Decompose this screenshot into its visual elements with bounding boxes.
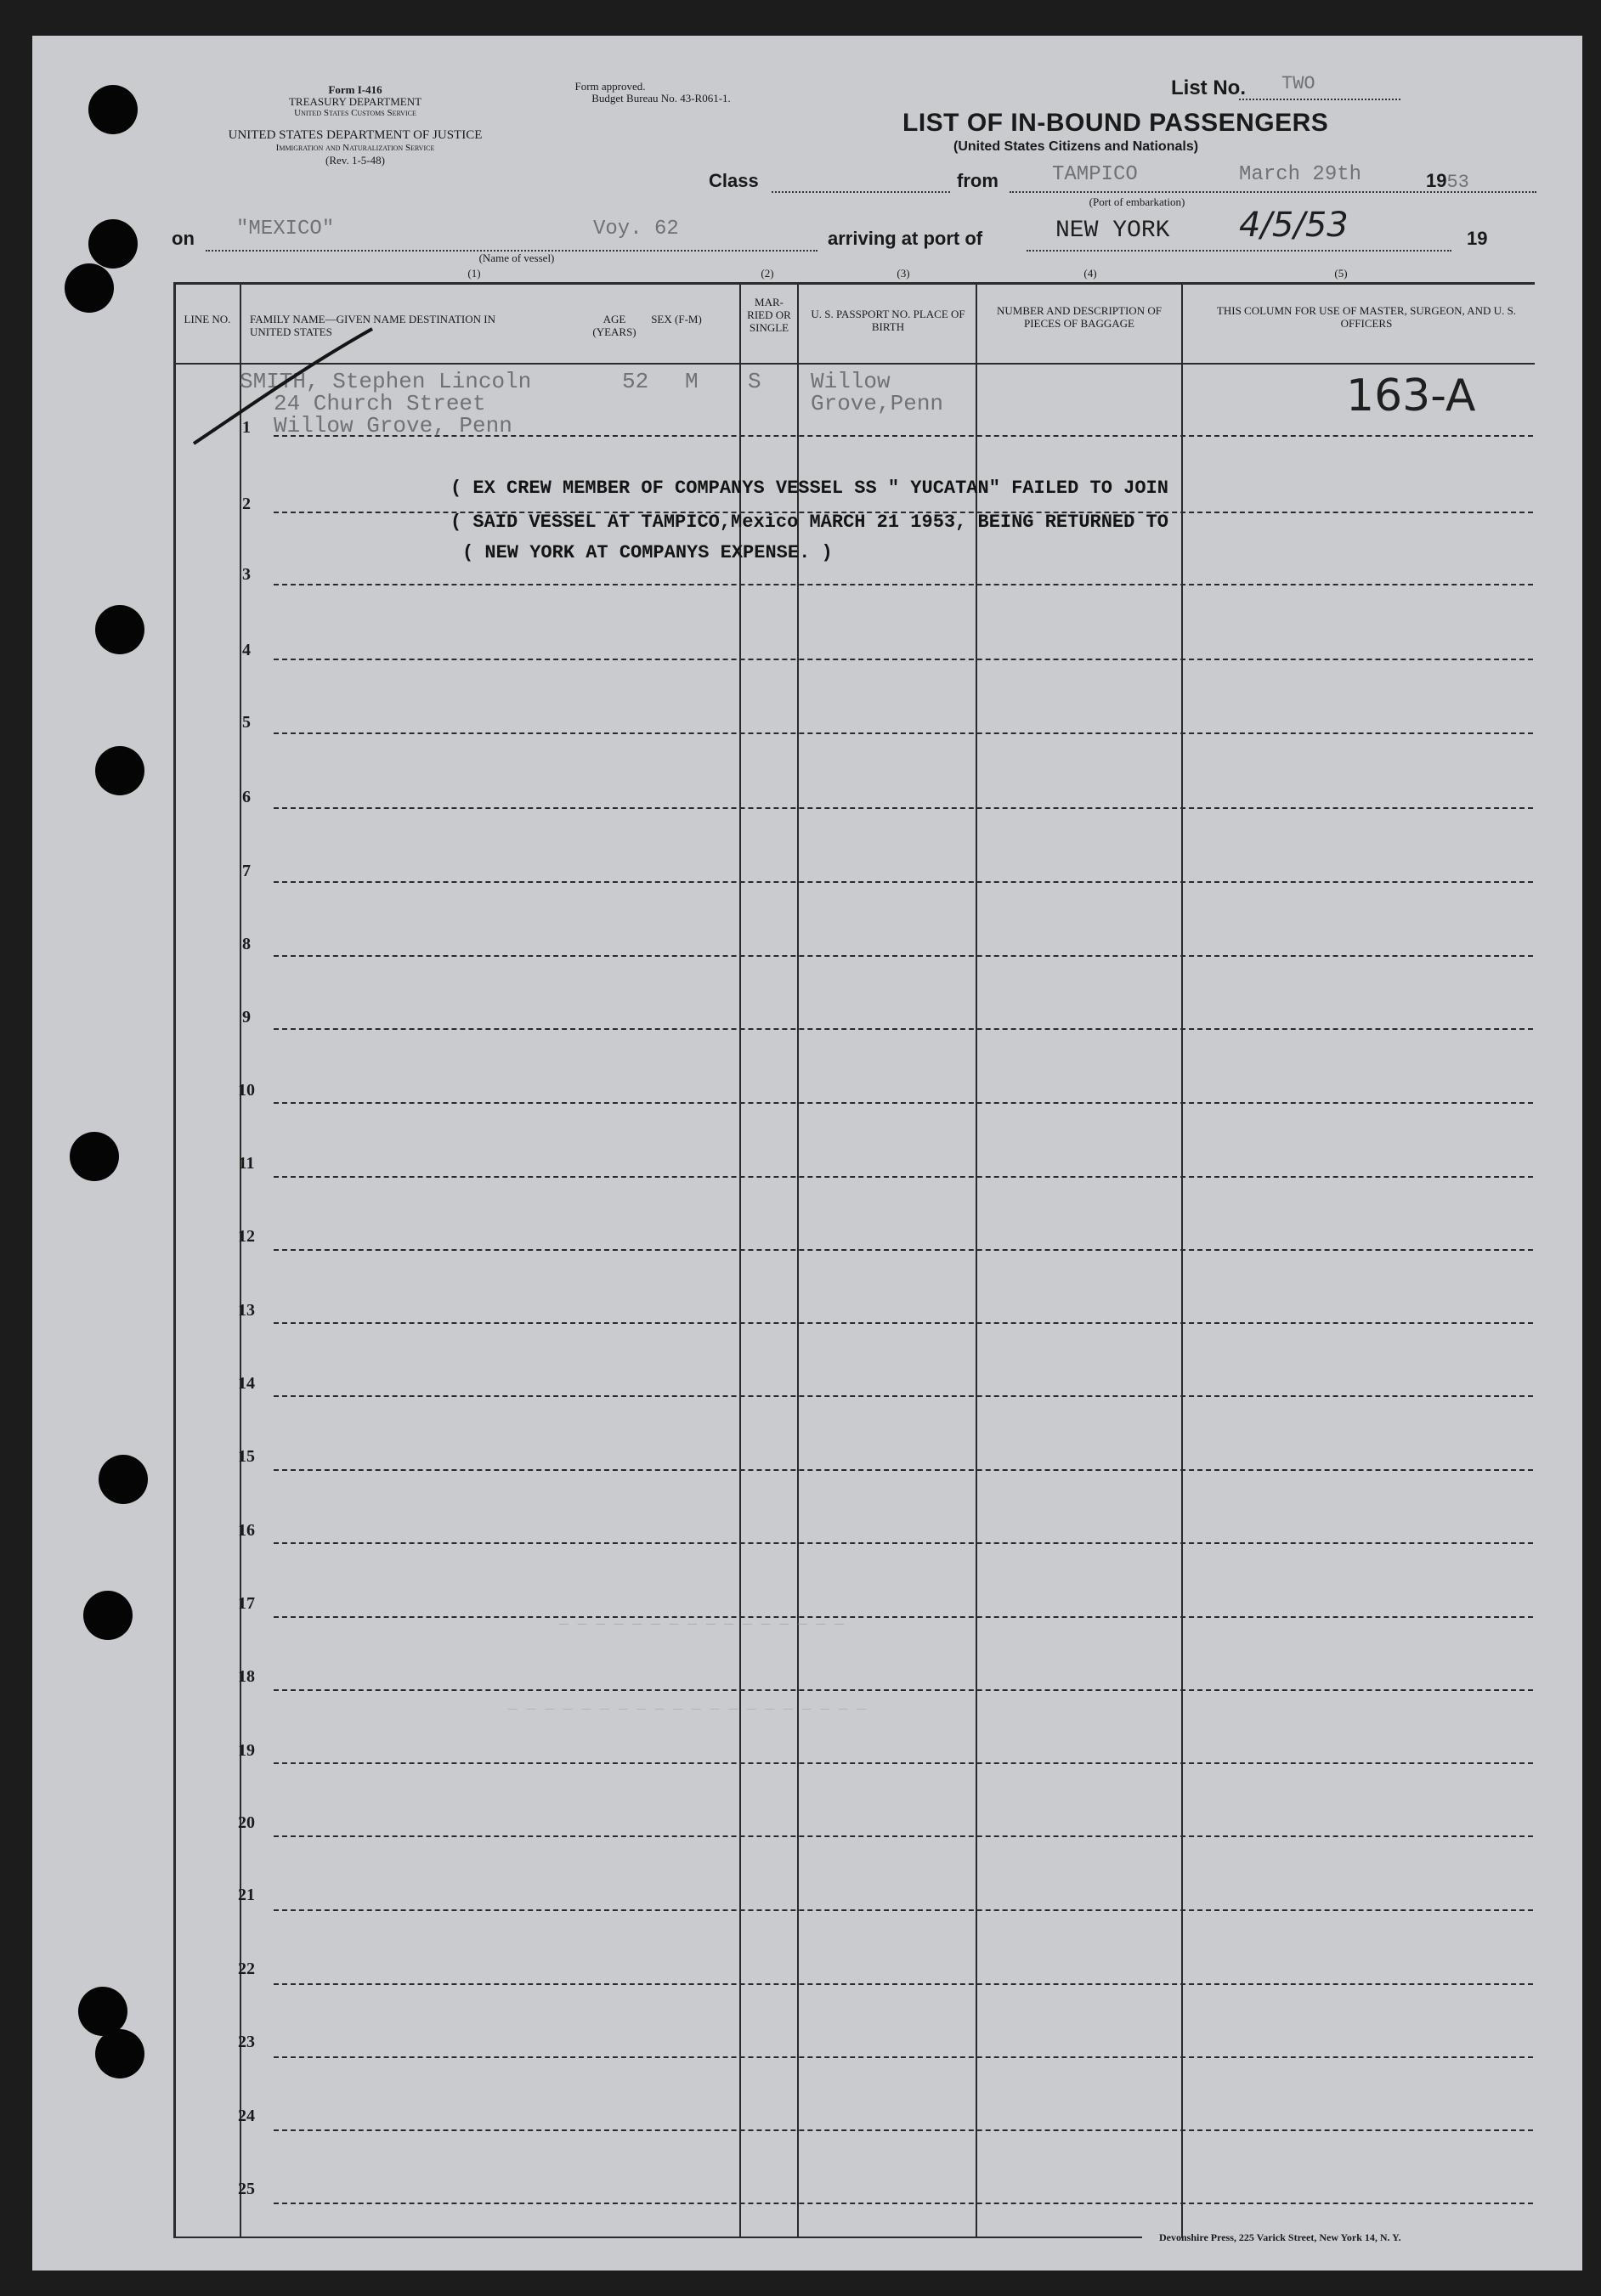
row-line-5: [274, 732, 1533, 734]
list-no-line: [1239, 99, 1400, 100]
row-line-20: [274, 1835, 1533, 1837]
col-divider-married-right: [797, 282, 799, 2238]
row-line-25: [274, 2203, 1533, 2204]
col-divider-married-left: [739, 282, 741, 2238]
entry-name-line2: 24 Church Street: [274, 391, 486, 416]
table-bottom-border: [173, 2237, 1142, 2238]
table-top-border: [173, 282, 1535, 285]
from-value: TAMPICO: [1052, 163, 1138, 186]
line-number: 2: [242, 495, 251, 513]
binder-hole: [99, 1455, 148, 1504]
line-number: 7: [242, 862, 251, 880]
rev-label: (Rev. 1-5-48): [325, 154, 385, 167]
entry-name-line1: SMITH, Stephen Lincoln: [240, 369, 532, 394]
line-number: 22: [238, 1960, 255, 1978]
remark-line-2: ( SAID VESSEL AT TAMPICO,Mexico MARCH 21 1953, BEING RETURNED TO: [450, 512, 1168, 533]
line-number: 20: [238, 1813, 255, 1832]
row-line-11: [274, 1176, 1533, 1178]
line-number: 13: [238, 1301, 255, 1320]
col-number-5: (5): [1334, 267, 1348, 280]
ins-label: Immigration and Naturalization Service: [275, 143, 435, 153]
header-baggage: NUMBER AND DESCRIPTION OF PIECES OF BAGGAGE: [997, 304, 1162, 330]
row-line-18: [274, 1689, 1533, 1691]
entry-sex: M: [685, 369, 699, 394]
bleed-through-text: — — — — — — — — — — — — — — — —: [559, 1616, 844, 1633]
line-number: 17: [238, 1594, 255, 1613]
voyage-value: Voy. 62: [593, 218, 679, 240]
binder-hole: [95, 746, 144, 795]
line-number: 18: [238, 1667, 255, 1686]
col-divider-baggage-right: [1181, 282, 1183, 2238]
arriving-line: [1027, 250, 1451, 252]
line-number: 10: [238, 1081, 255, 1100]
arriving-label: arriving at port of: [828, 228, 983, 249]
binder-hole: [95, 605, 144, 654]
line-number: 8: [242, 935, 251, 953]
class-line: [772, 191, 950, 193]
row-line-10: [274, 1102, 1533, 1104]
binder-hole: [65, 263, 114, 313]
row-line-7: [274, 881, 1533, 883]
date-value: March 29th: [1239, 163, 1362, 186]
line-number: 9: [242, 1008, 251, 1026]
row-line-22: [274, 1983, 1533, 1985]
row-line-19: [274, 1762, 1533, 1764]
line-number: 24: [238, 2107, 255, 2125]
entry-married: S: [748, 369, 761, 394]
on-label: on: [172, 228, 195, 249]
header-officers: THIS COLUMN FOR USE OF MASTER, SURGEON, AND U. S. OFFICERS: [1216, 304, 1517, 330]
row-line-6: [274, 807, 1533, 809]
vessel-value: "MEXICO": [236, 218, 335, 240]
year-suffix: 53: [1446, 172, 1469, 193]
embarkation-caption: (Port of embarkation): [1089, 195, 1185, 208]
entry-name-line3: Willow Grove, Penn: [274, 413, 512, 438]
row-line-3: [274, 584, 1533, 585]
line-number: 6: [242, 788, 251, 806]
remark-line-1: ( EX CREW MEMBER OF COMPANYS VESSEL SS " YUCATAN" FAILED TO JOIN: [450, 478, 1168, 499]
line-number: 4: [242, 641, 251, 659]
entry-birth-line2: Grove,Penn: [811, 391, 944, 416]
treasury-label: TREASURY DEPARTMENT: [288, 95, 422, 108]
justice-label: UNITED STATES DEPARTMENT OF JUSTICE: [228, 128, 483, 142]
arriving-year: 19: [1467, 228, 1488, 249]
form-number: Form I-416: [328, 83, 382, 96]
row-line-14: [274, 1395, 1533, 1397]
row-line-8: [274, 955, 1533, 957]
printer-imprint: Devonshire Press, 225 Varick Street, New York 14, N. Y.: [1159, 2231, 1401, 2243]
row-line-15: [274, 1469, 1533, 1471]
budget-bureau: Budget Bureau No. 43-R061-1.: [591, 92, 731, 105]
line-number: 15: [238, 1447, 255, 1466]
table-left-border: [173, 282, 176, 2238]
from-label: from: [957, 170, 999, 191]
form-title: LIST OF IN-BOUND PASSENGERS: [902, 109, 1329, 137]
customs-label: United States Customs Service: [294, 108, 416, 118]
vessel-caption: (Name of vessel): [478, 252, 555, 264]
row-line-12: [274, 1249, 1533, 1251]
officer-note: 163-A: [1346, 370, 1476, 421]
row-line-13: [274, 1322, 1533, 1324]
binder-hole: [95, 2029, 144, 2078]
col-number-1: (1): [467, 267, 481, 280]
binder-hole: [88, 85, 138, 134]
line-number: 23: [238, 2033, 255, 2051]
header-sex: SEX (F-M): [651, 313, 702, 325]
row-line-16: [274, 1542, 1533, 1544]
line-number: 25: [238, 2180, 255, 2198]
binder-hole: [83, 1591, 133, 1640]
row-line-4: [274, 659, 1533, 660]
line-number: 19: [238, 1741, 255, 1760]
line-number: 14: [238, 1374, 255, 1393]
form-subtitle: (United States Citizens and Nationals): [953, 139, 1199, 154]
year-prefix: 1953: [1426, 170, 1469, 193]
row-line-21: [274, 1909, 1533, 1911]
entry-birth-line1: Willow: [811, 369, 891, 394]
col-number-3: (3): [897, 267, 910, 280]
row-line-24: [274, 2129, 1533, 2131]
line-number: 12: [238, 1227, 255, 1246]
col-number-2: (2): [761, 267, 774, 280]
header-age: AGE (YEARS): [592, 313, 636, 338]
header-name: FAMILY NAME—GIVEN NAME DESTINATION IN UNITED STATES: [250, 313, 496, 338]
class-label: Class: [709, 170, 759, 191]
list-no-label: List No.: [1171, 76, 1246, 99]
arriving-value: NEW YORK: [1055, 218, 1170, 244]
bleed-through-text: — — — — — — — — — — — — — — — — — — — —: [508, 1701, 867, 1718]
line-number: 1: [242, 418, 251, 437]
header-married: MAR-RIED OR SINGLE: [747, 296, 791, 334]
row-line-23: [274, 2056, 1533, 2058]
row-line-9: [274, 1028, 1533, 1030]
binder-hole: [88, 219, 138, 269]
header-line-no: LINE NO.: [184, 313, 231, 325]
binder-hole: [70, 1132, 119, 1181]
line-number: 3: [242, 565, 251, 584]
strike-mark: [185, 316, 381, 452]
arrival-date-handwritten: 4/5/53: [1239, 206, 1349, 245]
line-number: 21: [238, 1886, 255, 1904]
col-number-4: (4): [1083, 267, 1097, 280]
entry-age: 52: [622, 369, 649, 394]
form-paper: [32, 36, 1582, 2271]
line-number: 5: [242, 713, 251, 732]
form-approved: Form approved.: [574, 80, 646, 93]
remark-line-3: ( NEW YORK AT COMPANYS EXPENSE. ): [462, 542, 833, 563]
line-number: 11: [238, 1154, 255, 1173]
list-no-value: TWO: [1281, 73, 1315, 94]
row-line-17: [274, 1616, 1533, 1618]
header-passport: U. S. PASSPORT NO. PLACE OF BIRTH: [811, 308, 965, 333]
line-number: 16: [238, 1521, 255, 1540]
col-divider-passport-right: [976, 282, 977, 2238]
